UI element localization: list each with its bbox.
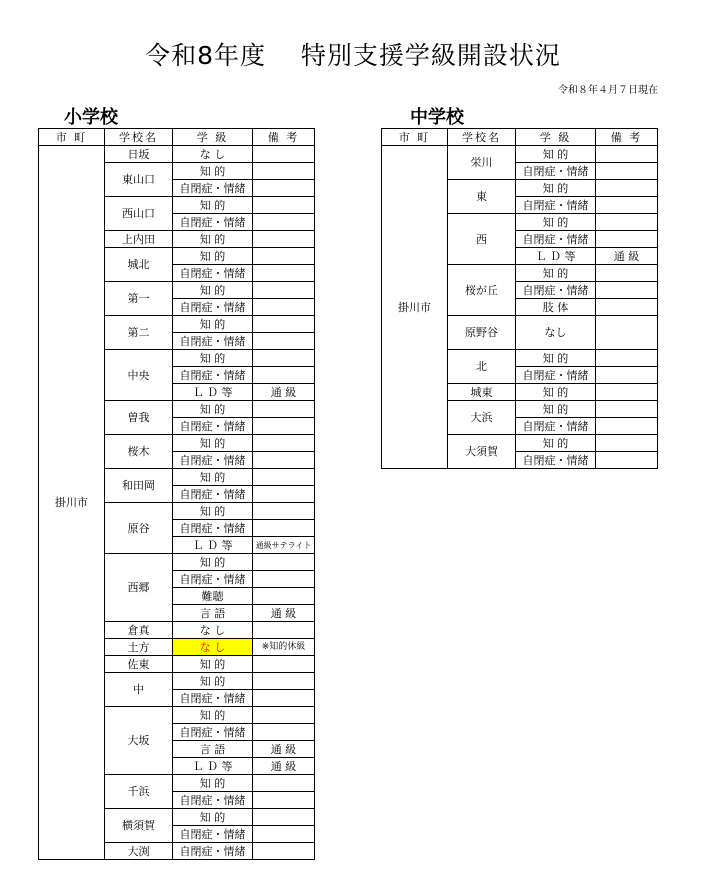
class-type-cell: な し [173, 622, 253, 639]
notes-cell: 通 級 [253, 384, 315, 401]
class-type-cell: 知 的 [516, 265, 596, 282]
notes-cell [253, 163, 315, 180]
notes-cell [253, 656, 315, 673]
header-city: 市 町 [39, 129, 105, 146]
school-name-cell: 土方 [105, 639, 173, 656]
school-name-cell: 上内田 [105, 231, 173, 248]
notes-cell [253, 231, 315, 248]
notes-cell [253, 469, 315, 486]
school-name-cell: 桜が丘 [448, 265, 516, 316]
class-type-cell: 自閉症・情緒 [173, 571, 253, 588]
notes-cell [253, 826, 315, 843]
school-name-cell: 佐東 [105, 656, 173, 673]
class-type-cell: 知 的 [516, 350, 596, 367]
notes-cell [253, 248, 315, 265]
notes-cell: ※知的休級 [253, 639, 315, 656]
class-type-cell: 自閉症・情緒 [516, 452, 596, 469]
notes-cell [253, 299, 315, 316]
notes-cell [253, 843, 315, 860]
school-name-cell: 千浜 [105, 775, 173, 809]
notes-cell [253, 622, 315, 639]
notes-cell [596, 163, 658, 180]
class-type-cell: Ｌ Ｄ 等 [173, 384, 253, 401]
school-name-cell: 倉真 [105, 622, 173, 639]
class-type-cell: 知 的 [516, 384, 596, 401]
school-name-cell: 和田岡 [105, 469, 173, 503]
class-type-cell: 知 的 [516, 146, 596, 163]
school-name-cell: 原谷 [105, 503, 173, 554]
class-type-cell: 知 的 [173, 469, 253, 486]
class-type-cell: 自閉症・情緒 [173, 690, 253, 707]
class-type-cell: 知 的 [173, 401, 253, 418]
class-type-cell: 自閉症・情緒 [173, 520, 253, 537]
notes-cell [253, 520, 315, 537]
class-type-cell: 自閉症・情緒 [173, 724, 253, 741]
school-name-cell: 曽我 [105, 401, 173, 435]
school-name-cell: 第二 [105, 316, 173, 350]
class-type-cell: 知 的 [173, 554, 253, 571]
notes-cell [253, 775, 315, 792]
class-type-cell: なし [516, 316, 596, 350]
school-name-cell: 東 [448, 180, 516, 214]
class-type-cell: 知 的 [173, 282, 253, 299]
notes-cell [253, 486, 315, 503]
school-name-cell: 日坂 [105, 146, 173, 163]
class-type-cell: 知 的 [516, 401, 596, 418]
class-type-cell: 知 的 [516, 214, 596, 231]
class-type-cell: 知 的 [516, 435, 596, 452]
junior-high-table [381, 128, 658, 469]
notes-cell [253, 214, 315, 231]
class-type-cell: 知 的 [173, 503, 253, 520]
class-type-cell: 自閉症・情緒 [516, 197, 596, 214]
notes-cell: 通 級 [253, 741, 315, 758]
notes-cell [596, 367, 658, 384]
class-type-cell: Ｌ Ｄ 等 [173, 758, 253, 775]
notes-cell [253, 690, 315, 707]
notes-cell [253, 197, 315, 214]
notes-cell: 通 級 [253, 758, 315, 775]
notes-cell [596, 452, 658, 469]
school-name-cell: 中 [105, 673, 173, 707]
class-type-cell: 自閉症・情緒 [173, 299, 253, 316]
class-type-cell: 知 的 [173, 809, 253, 826]
notes-cell [253, 673, 315, 690]
class-type-cell: 肢 体 [516, 299, 596, 316]
class-type-cell: 知 的 [516, 180, 596, 197]
class-type-cell: 自閉症・情緒 [516, 163, 596, 180]
notes-cell [253, 571, 315, 588]
notes-cell [596, 316, 658, 350]
junior-high-heading: 中学校 [410, 107, 464, 128]
notes-cell [253, 180, 315, 197]
class-type-cell: 自閉症・情緒 [173, 214, 253, 231]
school-name-cell: 大渕 [105, 843, 173, 860]
notes-cell [253, 452, 315, 469]
notes-cell [253, 333, 315, 350]
school-name-cell: 西山口 [105, 197, 173, 231]
school-name-cell: 第一 [105, 282, 173, 316]
notes-cell [253, 146, 315, 163]
class-type-cell: Ｌ Ｄ 等 [173, 537, 253, 554]
school-name-cell: 城東 [448, 384, 516, 401]
school-name-cell: 北 [448, 350, 516, 384]
class-type-cell: 自閉症・情緒 [516, 282, 596, 299]
class-type-cell: 知 的 [173, 673, 253, 690]
class-type-cell: 自閉症・情緒 [173, 418, 253, 435]
school-name-cell: 西 [448, 214, 516, 265]
class-type-cell: 自閉症・情緒 [173, 843, 253, 860]
class-type-cell: 知 的 [173, 775, 253, 792]
school-name-cell: 大須賀 [448, 435, 516, 469]
notes-cell [253, 418, 315, 435]
class-type-cell: 知 的 [173, 707, 253, 724]
school-name-cell: 中央 [105, 350, 173, 401]
header-city: 市 町 [382, 129, 448, 146]
notes-cell [596, 146, 658, 163]
notes-cell [596, 214, 658, 231]
notes-cell [253, 282, 315, 299]
class-type-cell: 知 的 [173, 248, 253, 265]
notes-cell [596, 384, 658, 401]
class-type-cell: 知 的 [173, 350, 253, 367]
class-type-cell: 知 的 [173, 163, 253, 180]
notes-cell [596, 418, 658, 435]
school-name-cell: 横須賀 [105, 809, 173, 843]
class-type-cell: 自閉症・情緒 [516, 367, 596, 384]
class-type-cell: 自閉症・情緒 [173, 180, 253, 197]
notes-cell [253, 265, 315, 282]
notes-cell [253, 707, 315, 724]
table-row [39, 146, 315, 163]
notes-cell [596, 180, 658, 197]
notes-cell [253, 316, 315, 333]
class-type-cell: 自閉症・情緒 [173, 826, 253, 843]
header-school: 学校名 [105, 129, 173, 146]
notes-cell [253, 350, 315, 367]
notes-cell [253, 367, 315, 384]
notes-cell [253, 554, 315, 571]
header-class: 学 級 [173, 129, 253, 146]
header-row [39, 129, 315, 146]
class-type-cell: 自閉症・情緒 [173, 265, 253, 282]
class-type-cell: 知 的 [173, 197, 253, 214]
class-type-cell: 言 語 [173, 605, 253, 622]
school-name-cell: 大坂 [105, 707, 173, 775]
as-of-date: 令和８年４月７日現在 [558, 85, 658, 96]
header-row [382, 129, 658, 146]
class-type-cell: 自閉症・情緒 [173, 367, 253, 384]
class-type-cell: 知 的 [173, 656, 253, 673]
notes-cell [596, 282, 658, 299]
header-school: 学校名 [448, 129, 516, 146]
school-name-cell: 西郷 [105, 554, 173, 622]
notes-cell [253, 503, 315, 520]
notes-cell [596, 435, 658, 452]
header-notes: 備 考 [596, 129, 658, 146]
notes-cell [253, 401, 315, 418]
school-name-cell: 栄川 [448, 146, 516, 180]
notes-cell [596, 265, 658, 282]
class-type-cell: 自閉症・情緒 [173, 486, 253, 503]
school-name-cell: 桜木 [105, 435, 173, 469]
notes-cell [253, 792, 315, 809]
notes-cell [596, 231, 658, 248]
class-type-cell: 難聴 [173, 588, 253, 605]
notes-cell [596, 299, 658, 316]
class-type-cell: Ｌ Ｄ 等 [516, 248, 596, 265]
class-type-cell: 知 的 [173, 231, 253, 248]
notes-cell [253, 588, 315, 605]
city-cell: 掛川市 [39, 146, 105, 860]
school-name-cell: 城北 [105, 248, 173, 282]
city-cell: 掛川市 [382, 146, 448, 469]
class-type-cell: 知 的 [173, 316, 253, 333]
class-type-cell: 知 的 [173, 435, 253, 452]
notes-cell [596, 401, 658, 418]
class-type-cell: 自閉症・情緒 [516, 418, 596, 435]
class-type-cell: な し [173, 146, 253, 163]
class-type-cell: 自閉症・情緒 [173, 792, 253, 809]
notes-cell: 通級サテライト [253, 537, 315, 554]
school-name-cell: 原野谷 [448, 316, 516, 350]
notes-cell [596, 197, 658, 214]
notes-cell: 通 級 [596, 248, 658, 265]
notes-cell [253, 809, 315, 826]
class-type-cell: 自閉症・情緒 [173, 452, 253, 469]
elementary-heading: 小学校 [64, 107, 118, 128]
class-type-cell: 自閉症・情緒 [173, 333, 253, 350]
class-type-cell: 自閉症・情緒 [516, 231, 596, 248]
elementary-table [38, 128, 315, 860]
page-title: 令和8年度 特別支援学級開設状況 [145, 41, 561, 70]
school-name-cell: 東山口 [105, 163, 173, 197]
school-name-cell: 大浜 [448, 401, 516, 435]
notes-cell: 通 級 [253, 605, 315, 622]
class-type-cell: な し [173, 639, 253, 656]
table-row [382, 146, 658, 163]
notes-cell [596, 350, 658, 367]
class-type-cell: 言 語 [173, 741, 253, 758]
notes-cell [253, 724, 315, 741]
header-class: 学 級 [516, 129, 596, 146]
notes-cell [253, 435, 315, 452]
header-notes: 備 考 [253, 129, 315, 146]
